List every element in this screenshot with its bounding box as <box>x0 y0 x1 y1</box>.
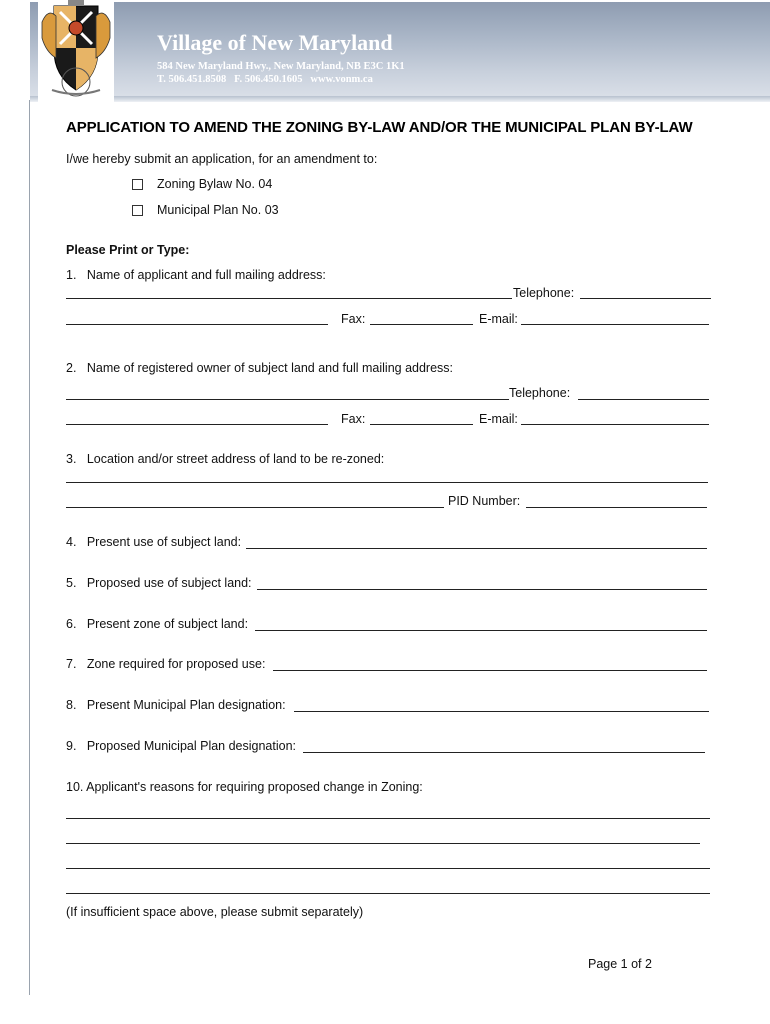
owner-name-address-field[interactable] <box>66 399 509 400</box>
organization-contact: T. 506.451.8508 F. 506.450.1605 www.vonm.ca <box>157 74 373 85</box>
question-5: 5. Proposed use of subject land: <box>66 576 252 590</box>
left-margin-rule <box>29 100 30 995</box>
question-9: 9. Proposed Municipal Plan designation: <box>66 739 297 753</box>
email-label: E-mail: <box>479 412 518 426</box>
applicant-name-address-field[interactable] <box>66 298 512 299</box>
zone-required-field[interactable] <box>273 670 707 671</box>
zoning-bylaw-checkbox[interactable] <box>132 179 143 190</box>
proposed-plan-designation-field[interactable] <box>303 752 705 753</box>
page-number: Page 1 of 2 <box>588 957 652 971</box>
village-crest-icon <box>38 0 114 102</box>
footnote: (If insufficient space above, please submit separately) <box>66 905 364 919</box>
question-1: 1. Name of applicant and full mailing address: <box>66 268 326 282</box>
land-location-field[interactable] <box>66 482 708 483</box>
reasons-line-4-field[interactable] <box>66 893 710 894</box>
owner-telephone-field[interactable] <box>578 399 709 400</box>
present-use-field[interactable] <box>246 548 707 549</box>
owner-address-line-2-field[interactable] <box>66 424 328 425</box>
intro-text: I/we hereby submit an application, for an amendment to: <box>66 152 378 166</box>
municipal-plan-checkbox[interactable] <box>132 205 143 216</box>
header-banner <box>30 2 770 102</box>
land-location-line-2-field[interactable] <box>66 507 444 508</box>
applicant-email-field[interactable] <box>521 324 709 325</box>
question-4: 4. Present use of subject land: <box>66 535 242 549</box>
present-plan-designation-field[interactable] <box>294 711 709 712</box>
email-label: E-mail: <box>479 312 518 326</box>
question-6: 6. Present zone of subject land: <box>66 617 249 631</box>
reasons-line-1-field[interactable] <box>66 818 710 819</box>
organization-address: 584 New Maryland Hwy., New Maryland, NB E3C 1K1 <box>157 61 405 72</box>
applicant-fax-field[interactable] <box>370 324 473 325</box>
question-7: 7. Zone required for proposed use: <box>66 657 266 671</box>
pid-number-field[interactable] <box>526 507 707 508</box>
print-instruction: Please Print or Type: <box>66 243 190 257</box>
question-2: 2. Name of registered owner of subject land and full mailing address: <box>66 361 454 375</box>
owner-fax-field[interactable] <box>370 424 473 425</box>
telephone-label: Telephone: <box>509 386 571 400</box>
pid-number-label: PID Number: <box>448 494 521 508</box>
applicant-address-line-2-field[interactable] <box>66 324 328 325</box>
owner-email-field[interactable] <box>521 424 709 425</box>
zoning-bylaw-label: Zoning Bylaw No. 04 <box>157 177 273 191</box>
fax-label: Fax: <box>341 312 366 326</box>
question-10: 10. Applicant's reasons for requiring proposed change in Zoning: <box>66 780 423 794</box>
question-3: 3. Location and/or street address of land to be re-zoned: <box>66 452 385 466</box>
reasons-line-2-field[interactable] <box>66 843 700 844</box>
question-8: 8. Present Municipal Plan designation: <box>66 698 286 712</box>
banner-shadow <box>30 96 770 102</box>
organization-name: Village of New Maryland <box>157 30 393 55</box>
fax-label: Fax: <box>341 412 366 426</box>
reasons-line-3-field[interactable] <box>66 868 710 869</box>
applicant-telephone-field[interactable] <box>580 298 711 299</box>
present-zone-field[interactable] <box>255 630 707 631</box>
form-title: APPLICATION TO AMEND THE ZONING BY-LAW AND/OR THE MUNICIPAL PLAN BY-LAW <box>66 119 693 136</box>
municipal-plan-label: Municipal Plan No. 03 <box>157 203 279 217</box>
proposed-use-field[interactable] <box>257 589 707 590</box>
telephone-label: Telephone: <box>513 286 575 300</box>
